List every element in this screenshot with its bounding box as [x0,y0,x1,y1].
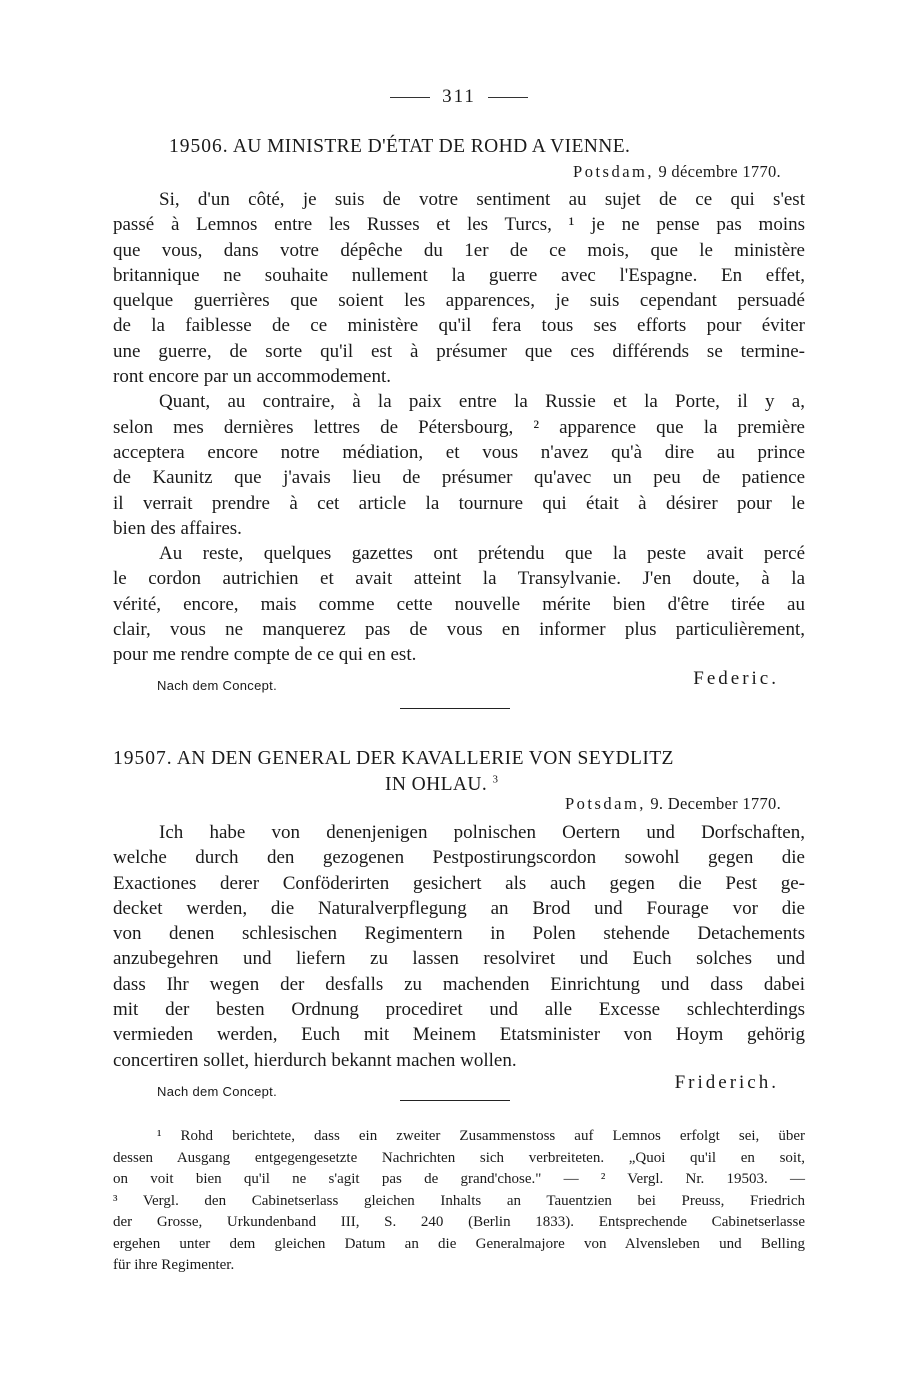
letter2-place: Potsdam, [564,794,646,813]
letter1-text-line: il verrait prendre à cet article la tournure qui était à désirer pour le [113,492,805,514]
footnote-line: ³ Vergl. den Cabinetserlass gleichen Inhalts an Tauentzien bei Preuss, Friedrich [113,1192,805,1209]
letter1-text-line: une guerre, de sorte qu'il est à présumer que ces différends se termine- [113,340,805,362]
letter2-text-line: dass Ihr wegen der desfalls zu machenden Einrichtung und dass dabei [113,973,805,995]
letter2-text-line: decket werden, die Naturalverpflegung an Brod und Fourage vor die [113,897,805,919]
letter2-text-line: von denen schlesischen Regimentern in Polen stehende Detachements [113,923,805,945]
letter1-place-date [573,162,781,182]
letter2-text-line: welche durch den gezogenen Pestpostirungscordon sowohl gegen die [113,847,805,869]
letter2-heading-line1: AN DEN GENERAL DER KAVALLERIE VON SEYDLITZ [176,748,674,769]
letter1-text-line: de la faiblesse de ce ministère qu'il fera tous ses efforts pour éviter [113,315,805,337]
letter2-date: 9. December 1770. [650,794,781,813]
footnote-line: ergehen unter dem gleichen Datum an die Generalmajore von Alvensleben und Belling [113,1235,805,1252]
letter1-text-line: que vous, dans votre dépêche du 1er de ce mois, que le ministère [113,239,805,261]
letter2-body [113,820,805,1073]
document-page [113,0,805,1392]
footnote-line: dessen Ausgang entgegengesetzte Nachrichten sich verbreiteten. „Quoi qu'il en soit, [113,1149,805,1166]
letter1-number: 19506. [169,136,229,157]
letter2-text-line: mit der besten Ordnung procediret und alle Excesse schlechterdings [113,999,805,1021]
letter1-text-line: britannique ne souhaite nullement la guerre avec l'Espagne. En effet, [113,264,805,286]
letter1-text-line: pour me rendre compte de ce qui en est. [113,644,417,666]
letter2-heading [113,746,805,772]
letter1-text-line: Quant, au contraire, à la paix entre la Russie et la Porte, il y a, [159,391,805,413]
letter2-text-line: anzubegehren und liefern zu lassen resolviret und Euch solches und [113,948,805,970]
footnote-line: on voit bien qu'il ne s'agit pas de grand'chose." — ² Vergl. Nr. 19503. — [113,1171,805,1187]
page-number-dash-left [390,97,430,98]
letter1-text-line: Au reste, quelques gazettes ont prétendu que la peste avait percé [159,543,805,565]
letter1-date: 9 décembre 1770. [658,162,781,181]
footnote-divider [400,1100,510,1101]
letter2-signature: Friderich. [674,1072,779,1093]
letter1-body [113,187,805,668]
letter1-text-line: acceptera encore notre médiation, et vous n'avez qu'à dire au prince [113,441,805,463]
letter2-text-line: vermieden werden, Euch mit Meinem Etatsminister von Hoym gehörig [113,1024,805,1046]
letter2-place-date [565,794,781,814]
section-divider [400,708,510,709]
letter2-source-note: Nach dem Concept. [157,1084,277,1099]
letter1-text-line: le cordon autrichien et avait atteint la Transylvanie. J'en doute, à la [113,568,805,590]
page-number-dash-right [488,97,528,98]
letter2-text-line: concertiren sollet, hierdurch bekannt machen wollen. [113,1049,517,1071]
letter1-place: Potsdam, [573,162,654,181]
letter2-text-line: Ich habe von denenjenigen polnischen Oertern und Dorfschaften, [159,822,805,843]
letter1-text-line: clair, vous ne manquerez pas de vous en informer plus particulièrement, [113,619,805,641]
footnotes [113,1126,805,1277]
letter1-source-note: Nach dem Concept. [157,678,277,693]
letter1-signature: Federic. [693,668,779,689]
letter1-heading [169,134,809,160]
footnote-line: ¹ Rohd berichtete, dass ein zweiter Zusammenstoss auf Lemnos erfolgt sei, über [157,1128,805,1144]
letter2-number: 19507. [113,748,173,769]
letter2-text-line: Exactiones derer Conföderirten gesichert als auch gegen die Pest ge- [113,872,805,894]
letter1-text-line: Si, d'un côté, je suis de votre sentiment au sujet de ce qui s'est [159,189,805,210]
letter2-heading-footnote-ref: 3 [492,773,499,786]
page-number: 311 [113,86,805,108]
letter1-text-line: ront encore par un accommodement. [113,366,392,388]
letter1-text-line: selon mes dernières lettres de Pétersbourg, ² apparence que la première [113,416,805,438]
letter1-text-line: passé à Lemnos entre les Russes et les Turcs, ¹ je ne pense pas moins [113,214,805,236]
letter1-text-line: vérité, encore, mais comme cette nouvelle mérite bien d'être tirée au [113,593,805,615]
letter1-text-line: quelque guerrières que soient les apparences, je suis cependant persuadé [113,290,805,312]
letter2-heading-line2: IN OHLAU. [385,774,488,795]
footnote-line: für ihre Regimenter. [113,1257,235,1273]
footnote-line: der Grosse, Urkundenband III, S. 240 (Berlin 1833). Entsprechende Cabinetserlasse [113,1214,805,1230]
letter1-text-line: de Kaunitz que j'avais lieu de présumer qu'avec un peu de patience [113,467,805,489]
letter1-text-line: bien des affaires. [113,517,242,539]
letter1-heading-text: AU MINISTRE D'ÉTAT DE ROHD A VIENNE. [232,136,631,157]
